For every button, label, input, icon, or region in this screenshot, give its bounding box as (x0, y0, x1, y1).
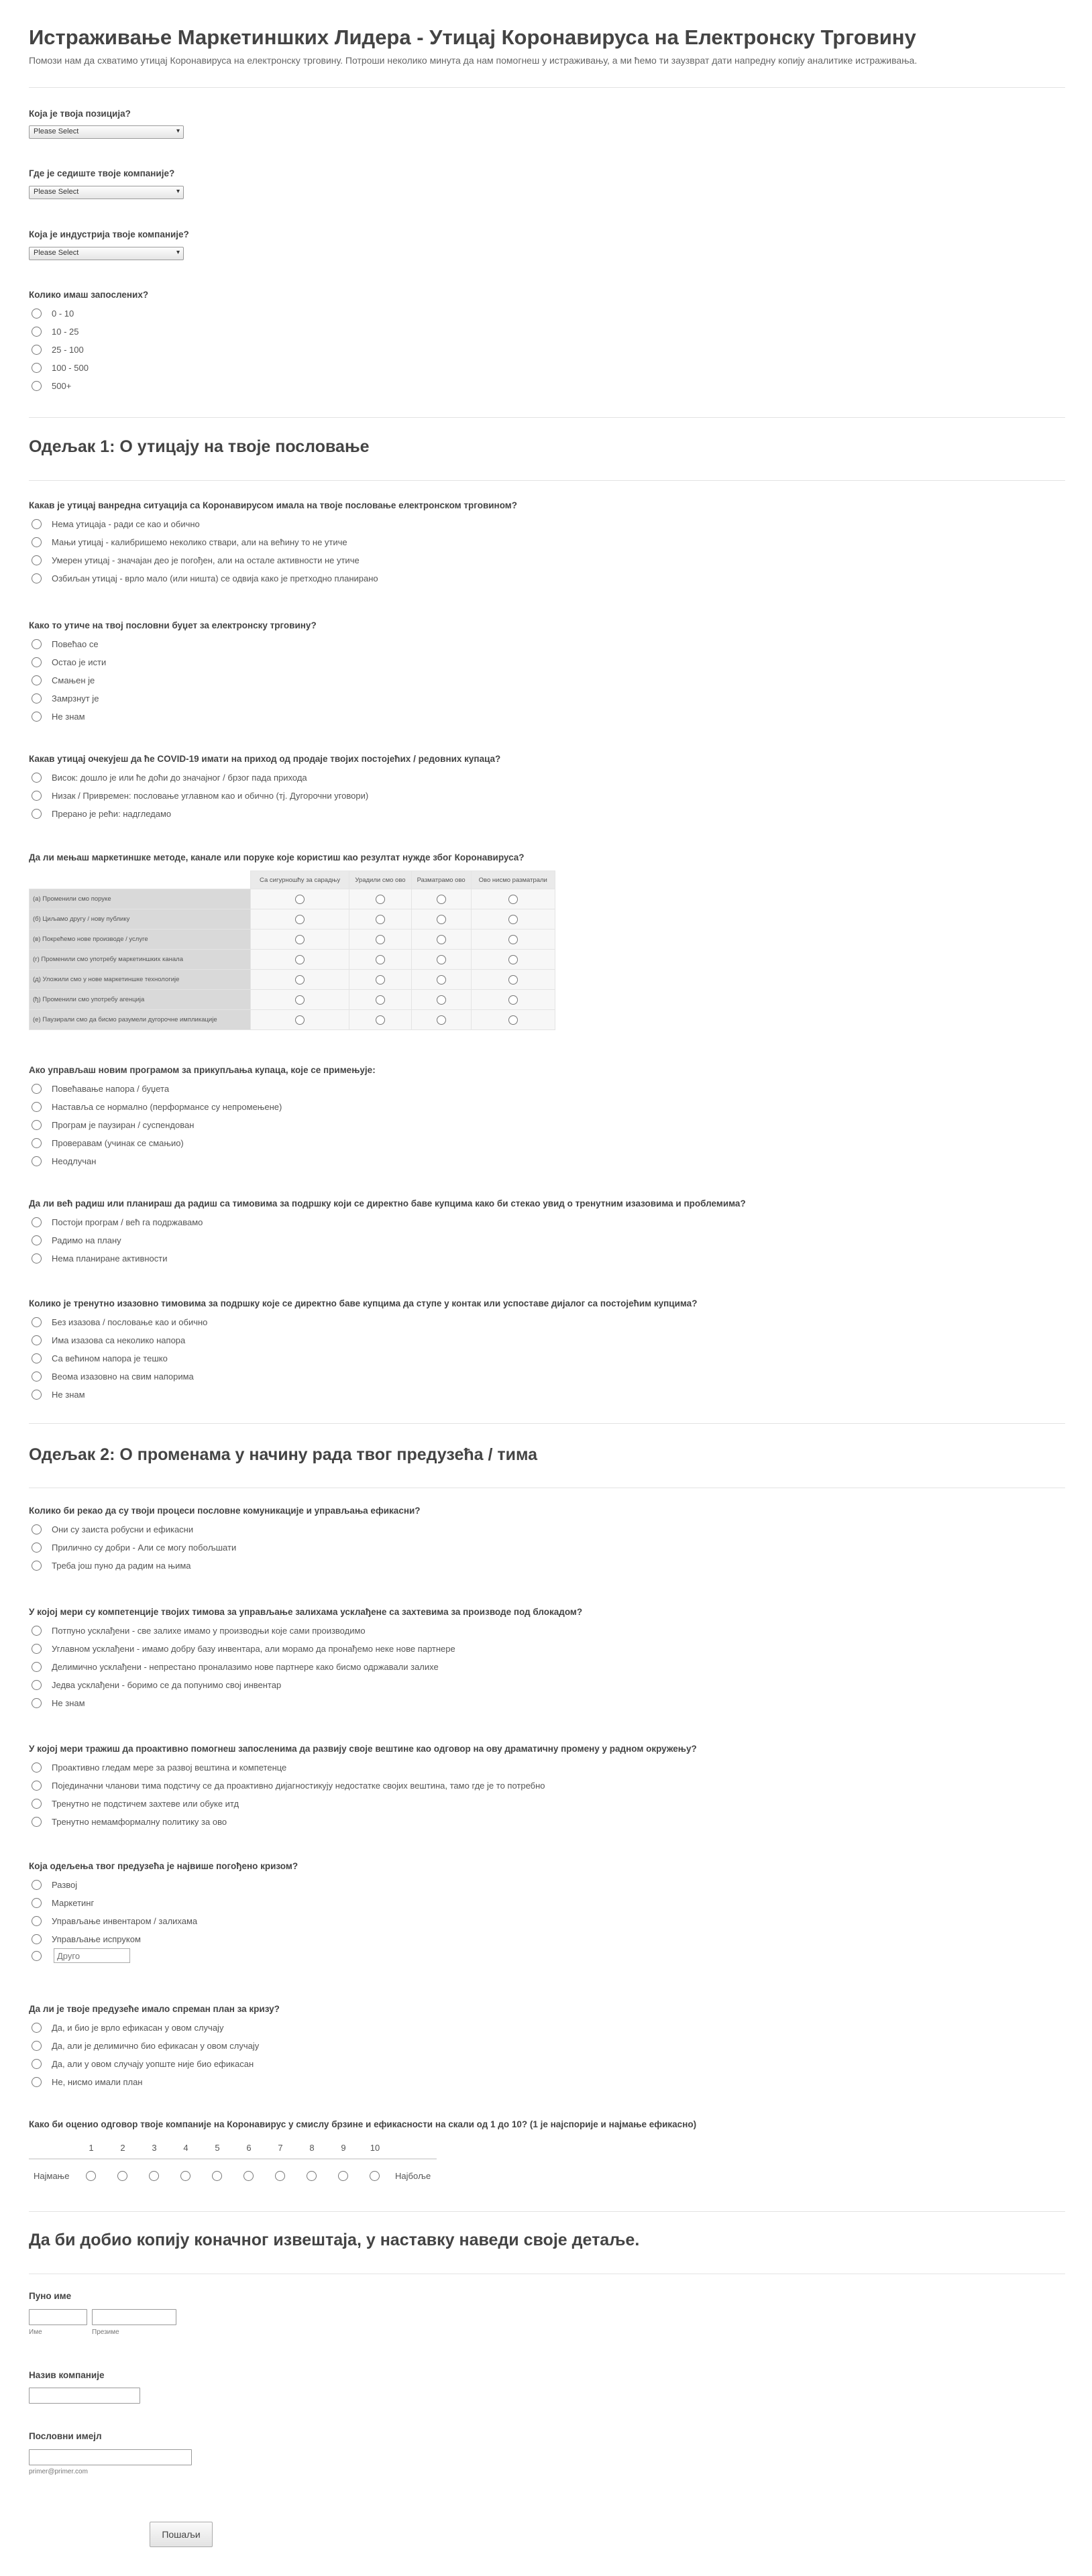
section-1-heading: Одељак 1: О утицају на твоје пословање (29, 437, 370, 456)
matrix-row (30, 1010, 555, 1030)
teams-question-label: Да ли већ радиш или планираш да радиш са тимовима за подршку који се директно баве купцима како би стекао увид о тренутним изазовима и проблемима? (29, 1198, 746, 1209)
last-name-sublabel: Презиме (92, 2329, 119, 2336)
radio-button[interactable] (32, 1235, 42, 1245)
matrix-row (30, 909, 555, 930)
impact-question-label: Какав је утицај ванредна ситуација са Коронавирусом имала на твоје пословање електронском трговином? (29, 500, 518, 510)
acquisition-option[interactable]: Проверавам (учинак се смањио) (32, 1137, 184, 1149)
radio-button[interactable] (437, 975, 446, 985)
matrix-column-header: Ово нисмо разматрали (471, 871, 555, 889)
radio-button[interactable] (32, 1253, 42, 1264)
section-3-heading: Да би добио копију коначног извештаја, у наставку наведи своје детаље. (29, 2231, 640, 2249)
radio-button[interactable] (508, 975, 518, 985)
radio-button[interactable] (295, 1015, 305, 1025)
radio-button[interactable] (32, 1524, 42, 1534)
radio-button[interactable] (32, 1353, 42, 1363)
radio-button[interactable] (32, 2077, 42, 2087)
challenge-option[interactable]: Веома изазовно на свим напорима (32, 1370, 194, 1382)
radio-button[interactable] (32, 1371, 42, 1382)
employees-option[interactable]: 10 - 25 (32, 325, 78, 337)
radio-button[interactable] (32, 327, 42, 337)
radio-button[interactable] (508, 955, 518, 964)
scale-number: 1 (89, 2143, 94, 2153)
scale-number: 8 (309, 2143, 315, 2153)
radio-button[interactable] (32, 1644, 42, 1654)
matrix-row-label: (в) Покрећемо нове производе / услуге (30, 930, 251, 950)
radio-button[interactable] (32, 309, 42, 319)
skills-option[interactable]: Проактивно гледам мере за развој вештина и компетенце (32, 1761, 286, 1773)
radio-button[interactable] (32, 693, 42, 704)
scale-number: 3 (152, 2143, 157, 2153)
processes-question-label: Колико би рекао да су твоји процеси пословне комуникације и управљања ефикасни? (29, 1506, 421, 1516)
impact-option[interactable]: Озбиљан утицај - врло мало (или ништа) се одвија како је претходно планирано (32, 572, 378, 584)
radio-button[interactable] (32, 1335, 42, 1345)
radio-button[interactable] (32, 712, 42, 722)
impact-option[interactable]: Умерен утицај - значајан део је погођен, али на остале активности не утиче (32, 554, 360, 566)
processes-option[interactable]: Прилично су добри - Али се могу побољшати (32, 1541, 236, 1553)
scale-number: 4 (183, 2143, 188, 2153)
last-name-input[interactable] (92, 2309, 176, 2325)
radio-button[interactable] (376, 975, 385, 985)
radio-button[interactable] (32, 1934, 42, 1944)
industry-select[interactable] (29, 247, 184, 260)
hq-select-value: Please Select (34, 188, 79, 196)
radio-button[interactable] (32, 345, 42, 355)
budget-option[interactable]: Не знам (32, 710, 85, 722)
radio-button[interactable] (32, 657, 42, 667)
scale-radio-9[interactable] (338, 2171, 348, 2181)
inventory-question-label: У којој мери су компетенције твојих тимова за управљање залихама усклађене са захтевима за производе под блокадом? (29, 1607, 583, 1617)
departments-option[interactable]: Развој (32, 1879, 77, 1891)
scale-divider (29, 2158, 437, 2160)
radio-button[interactable] (32, 1156, 42, 1166)
radio-button[interactable] (32, 519, 42, 529)
matrix-row-label: (е) Паузирали смо да бисмо разумели дугорочне импликације (30, 1010, 251, 1030)
employees-option[interactable]: 25 - 100 (32, 343, 84, 355)
scale-radio-10[interactable] (370, 2171, 380, 2181)
teams-option[interactable]: Нема планиране активности (32, 1252, 168, 1264)
scale-number: 5 (215, 2143, 220, 2153)
radio-button[interactable] (32, 1138, 42, 1148)
matrix-row (30, 889, 555, 909)
scale-low-label: Најмање (34, 2171, 70, 2181)
departments-other-option[interactable] (32, 1950, 42, 1962)
teams-option[interactable]: Постоји програм / већ га подржавамо (32, 1216, 203, 1228)
radio-button[interactable] (437, 915, 446, 924)
industry-question-label: Која је индустрија твоје компаније? (29, 229, 189, 239)
scale-radio-6[interactable] (243, 2171, 254, 2181)
radio-button[interactable] (32, 573, 42, 583)
scale-number: 10 (370, 2143, 380, 2153)
inventory-option[interactable]: Не знам (32, 1697, 85, 1709)
radio-button[interactable] (376, 955, 385, 964)
radio-button[interactable] (437, 935, 446, 944)
plan-option[interactable]: Да, али у овом случају уопште није био ефикасан (32, 2058, 254, 2070)
radio-button[interactable] (376, 995, 385, 1005)
radio-button[interactable] (32, 773, 42, 783)
radio-button[interactable] (295, 895, 305, 904)
radio-button[interactable] (508, 995, 518, 1005)
radio-button[interactable] (437, 895, 446, 904)
scale-number: 2 (120, 2143, 125, 2153)
radio-button[interactable] (32, 537, 42, 547)
acquisition-question-label: Ако управљаш новим програмом за прикупљања купаца, које се примењује: (29, 1065, 376, 1075)
challenge-question-label: Колико је тренутно изазовно тимовима за подршку које се директно баве купцима да ступе у контак или успоставе дијалог са постојећим купцима? (29, 1298, 698, 1308)
radio-button[interactable] (32, 363, 42, 373)
skills-option[interactable]: Тренутно не подстичем захтеве или обуке итд (32, 1797, 239, 1809)
scale-radio-1[interactable] (86, 2171, 96, 2181)
hq-question-label: Где је седиште твоје компаније? (29, 168, 175, 178)
radio-button[interactable] (32, 791, 42, 801)
inventory-option[interactable]: Углавном усклађени - имамо добру базу инвентара, али морамо да пронађемо неке нове партнере (32, 1642, 455, 1655)
budget-option[interactable]: Замрзнут је (32, 692, 99, 704)
matrix-row-label: (б) Циљамо другу / нову публику (30, 909, 251, 930)
challenge-option[interactable]: Има изазова са неколико напора (32, 1334, 185, 1346)
radio-button[interactable] (32, 1390, 42, 1400)
business-email-input[interactable] (29, 2449, 192, 2465)
chevron-down-icon: ▾ (176, 188, 180, 195)
scale-question-label: Како би оценио одговор твоје компаније на Коронавирус у смислу брзине и ефикасности на скали од 1 до 10? (1 је најспорије и најмање ефикасно) (29, 2119, 697, 2129)
radio-button[interactable] (32, 2059, 42, 2069)
skills-option[interactable]: Појединачни чланови тима подстичу се да проактивно дијагностикују недостатке својих вештина, тамо где је то потребно (32, 1779, 545, 1791)
revenue-option[interactable]: Низак / Привремен: пословање углавном као и обично (тј. Дугорочни уговори) (32, 789, 368, 801)
plan-option[interactable]: Не, нисмо имали план (32, 2076, 142, 2088)
employees-option[interactable]: 0 - 10 (32, 307, 74, 319)
budget-question-label: Како то утиче на твој пословни буџет за електронску трговину? (29, 620, 317, 630)
radio-button[interactable] (32, 1781, 42, 1791)
industry-select-value: Please Select (34, 249, 79, 257)
chevron-down-icon: ▾ (176, 127, 180, 135)
radio-button[interactable] (32, 2023, 42, 2033)
radio-button[interactable] (32, 1880, 42, 1890)
radio-button[interactable] (376, 915, 385, 924)
submit-button[interactable]: Пошаљи (150, 2522, 213, 2547)
hq-select[interactable] (29, 186, 184, 199)
radio-button[interactable] (32, 1543, 42, 1553)
matrix-row (30, 990, 555, 1010)
radio-button[interactable] (295, 955, 305, 964)
radio-button[interactable] (32, 1561, 42, 1571)
radio-button[interactable] (32, 1662, 42, 1672)
radio-button[interactable] (376, 935, 385, 944)
challenge-option[interactable]: Са већином напора је тешко (32, 1352, 168, 1364)
radio-button[interactable] (32, 1317, 42, 1327)
radio-button[interactable] (437, 995, 446, 1005)
departments-option[interactable]: Маркетинг (32, 1897, 94, 1909)
employees-option[interactable]: 100 - 500 (32, 361, 89, 374)
radio-button[interactable] (32, 1951, 42, 1961)
processes-option[interactable]: Треба још пуно да радим на њима (32, 1559, 191, 1571)
radio-button[interactable] (32, 1102, 42, 1112)
radio-button[interactable] (32, 1680, 42, 1690)
employees-question-label: Колико имаш запослених? (29, 290, 149, 300)
section-2-heading: Одељак 2: О променама у начину рада твог предузећа / тима (29, 1445, 538, 1464)
acquisition-option[interactable]: Програм је паузиран / суспендован (32, 1119, 194, 1131)
company-name-label: Назив компаније (29, 2370, 105, 2380)
full-name-label: Пуно име (29, 2291, 72, 2301)
radio-button[interactable] (295, 935, 305, 944)
first-name-input[interactable] (29, 2309, 87, 2325)
divider (29, 480, 1065, 481)
matrix-question-label: Да ли мењаш маркетиншке методе, канале или поруке које користиш као резултат нужде због Коронавируса? (29, 852, 525, 862)
revenue-option[interactable]: Висок: дошло је или ће доћи до значајног / брзог пада прихода (32, 771, 307, 783)
divider (29, 417, 1065, 418)
plan-question-label: Да ли је твоје предузеће имало спреман план за кризу? (29, 2004, 280, 2014)
teams-option[interactable]: Радимо на плану (32, 1234, 121, 1246)
matrix-header-row (30, 871, 555, 889)
first-name-sublabel: Име (29, 2329, 42, 2336)
radio-button[interactable] (508, 915, 518, 924)
impact-option[interactable]: Нема утицаја - ради се као и обично (32, 518, 200, 530)
matrix-row-label: (г) Променили смо употребу маркетиншких канала (30, 950, 251, 970)
impact-option[interactable]: Мањи утицај - калибришемо неколико ствари, али на већину то не утиче (32, 536, 347, 548)
radio-button[interactable] (32, 2041, 42, 2051)
budget-option[interactable]: Смањен је (32, 674, 95, 686)
matrix-column-header: Разматрамо ово (411, 871, 471, 889)
position-select[interactable] (29, 125, 184, 139)
challenge-option[interactable]: Не знам (32, 1388, 85, 1400)
matrix-row (30, 950, 555, 970)
company-name-input[interactable] (29, 2388, 140, 2404)
budget-option[interactable]: Повећао се (32, 638, 99, 650)
revenue-question-label: Какав утицај очекујеш да ће COVID-19 имати на приход од продаје твојих постојећих / редовних купаца? (29, 754, 501, 764)
radio-button[interactable] (32, 1217, 42, 1227)
radio-button[interactable] (32, 1698, 42, 1708)
matrix-column-header: Урадили смо ово (349, 871, 412, 889)
radio-button[interactable] (508, 1015, 518, 1025)
radio-button[interactable] (508, 935, 518, 944)
radio-button[interactable] (32, 1916, 42, 1926)
radio-button[interactable] (32, 675, 42, 685)
skills-option[interactable]: Тренутно немамформалну политику за ово (32, 1815, 227, 1828)
acquisition-option[interactable]: Наставља се нормално (перформансе су непромењене) (32, 1101, 282, 1113)
position-question-label: Која је твоја позиција? (29, 109, 131, 119)
divider (29, 87, 1065, 88)
challenge-option[interactable]: Без изазова / пословање као и обично (32, 1316, 207, 1328)
radio-button[interactable] (32, 1626, 42, 1636)
scale-radio-4[interactable] (180, 2171, 190, 2181)
plan-option[interactable]: Да, и био је врло ефикасан у овом случају (32, 2021, 223, 2033)
radio-button[interactable] (32, 1898, 42, 1908)
scale-number: 6 (246, 2143, 252, 2153)
employees-option[interactable]: 500+ (32, 380, 71, 392)
divider (29, 2211, 1065, 2212)
scale-number: 9 (341, 2143, 346, 2153)
plan-option[interactable]: Да, али је делимично био ефикасан у овом случају (32, 2039, 259, 2052)
other-department-input[interactable] (54, 1948, 130, 1963)
radio-button[interactable] (32, 809, 42, 819)
radio-button[interactable] (32, 1762, 42, 1773)
radio-button[interactable] (508, 895, 518, 904)
radio-button[interactable] (437, 1015, 446, 1025)
business-email-label: Пословни имејл (29, 2431, 102, 2441)
radio-button[interactable] (32, 1084, 42, 1094)
chevron-down-icon: ▾ (176, 249, 180, 256)
inventory-option[interactable]: Једва усклађени - боримо се да попунимо свој инвентар (32, 1679, 281, 1691)
form-title: Истраживање Маркетиншких Лидера - Утицај Коронавируса на Електронску Трговину (29, 25, 916, 49)
scale-radio-7[interactable] (275, 2171, 285, 2181)
radio-button[interactable] (376, 1015, 385, 1025)
radio-button[interactable] (32, 1120, 42, 1130)
acquisition-option[interactable]: Неодлучан (32, 1155, 96, 1167)
acquisition-option[interactable]: Повећавање напора / буџета (32, 1082, 169, 1095)
form-subtitle: Помози нам да схватимо утицај Коронавируса на електронску трговину. Потроши неколико минута да нам помогнеш у истраживању, а ми ћемо ти заузврат дати напредну копију аналитике истраживања. (29, 55, 918, 66)
scale-radio-2[interactable] (117, 2171, 127, 2181)
scale-radio-3[interactable] (149, 2171, 159, 2181)
radio-button[interactable] (32, 1799, 42, 1809)
matrix-row (30, 970, 555, 990)
inventory-option[interactable]: Потпуно усклађени - све залихе имамо у производњи које сами производимо (32, 1624, 366, 1636)
radio-button[interactable] (437, 955, 446, 964)
radio-button[interactable] (32, 639, 42, 649)
scale-number: 7 (278, 2143, 283, 2153)
marketing-matrix-table (29, 871, 555, 1030)
matrix-column-header: Са сигурношћу за сарадњу (251, 871, 349, 889)
revenue-option[interactable]: Прерано је рећи: надгледамо (32, 807, 171, 820)
departments-option[interactable]: Управљање инвентаром / залихама (32, 1915, 197, 1927)
radio-button[interactable] (295, 995, 305, 1005)
departments-question-label: Која одељења твог предузећа је највише погођено кризом? (29, 1861, 298, 1871)
departments-option[interactable]: Управљање испруком (32, 1933, 141, 1945)
divider (29, 1423, 1065, 1424)
inventory-option[interactable]: Делимично усклађени - непрестано проналазимо нове партнере како бисмо одржавали залихе (32, 1661, 439, 1673)
matrix-row-label: (a) Променили смо поруке (30, 889, 251, 909)
radio-button[interactable] (32, 381, 42, 391)
skills-question-label: У којој мери тражиш да проактивно помогнеш запосленима да развију своје вештине као одговор на ову драматичну промену у радном окружењу? (29, 1744, 697, 1754)
scale-radio-8[interactable] (307, 2171, 317, 2181)
processes-option[interactable]: Они су заиста робусни и ефикасни (32, 1523, 193, 1535)
radio-button[interactable] (32, 1817, 42, 1827)
matrix-row-label: (д) Уложили смо у нове маркетиншке технологије (30, 970, 251, 990)
scale-high-label: Најбоље (395, 2171, 431, 2181)
position-select-value: Please Select (34, 127, 79, 135)
radio-button[interactable] (295, 975, 305, 985)
radio-button[interactable] (295, 915, 305, 924)
scale-radio-5[interactable] (212, 2171, 222, 2181)
radio-button[interactable] (376, 895, 385, 904)
email-hint: primer@primer.com (29, 2468, 88, 2475)
matrix-row (30, 930, 555, 950)
radio-button[interactable] (32, 555, 42, 565)
matrix-row-label: (ђ) Променили смо употребу агенција (30, 990, 251, 1010)
budget-option[interactable]: Остао је исти (32, 656, 106, 668)
